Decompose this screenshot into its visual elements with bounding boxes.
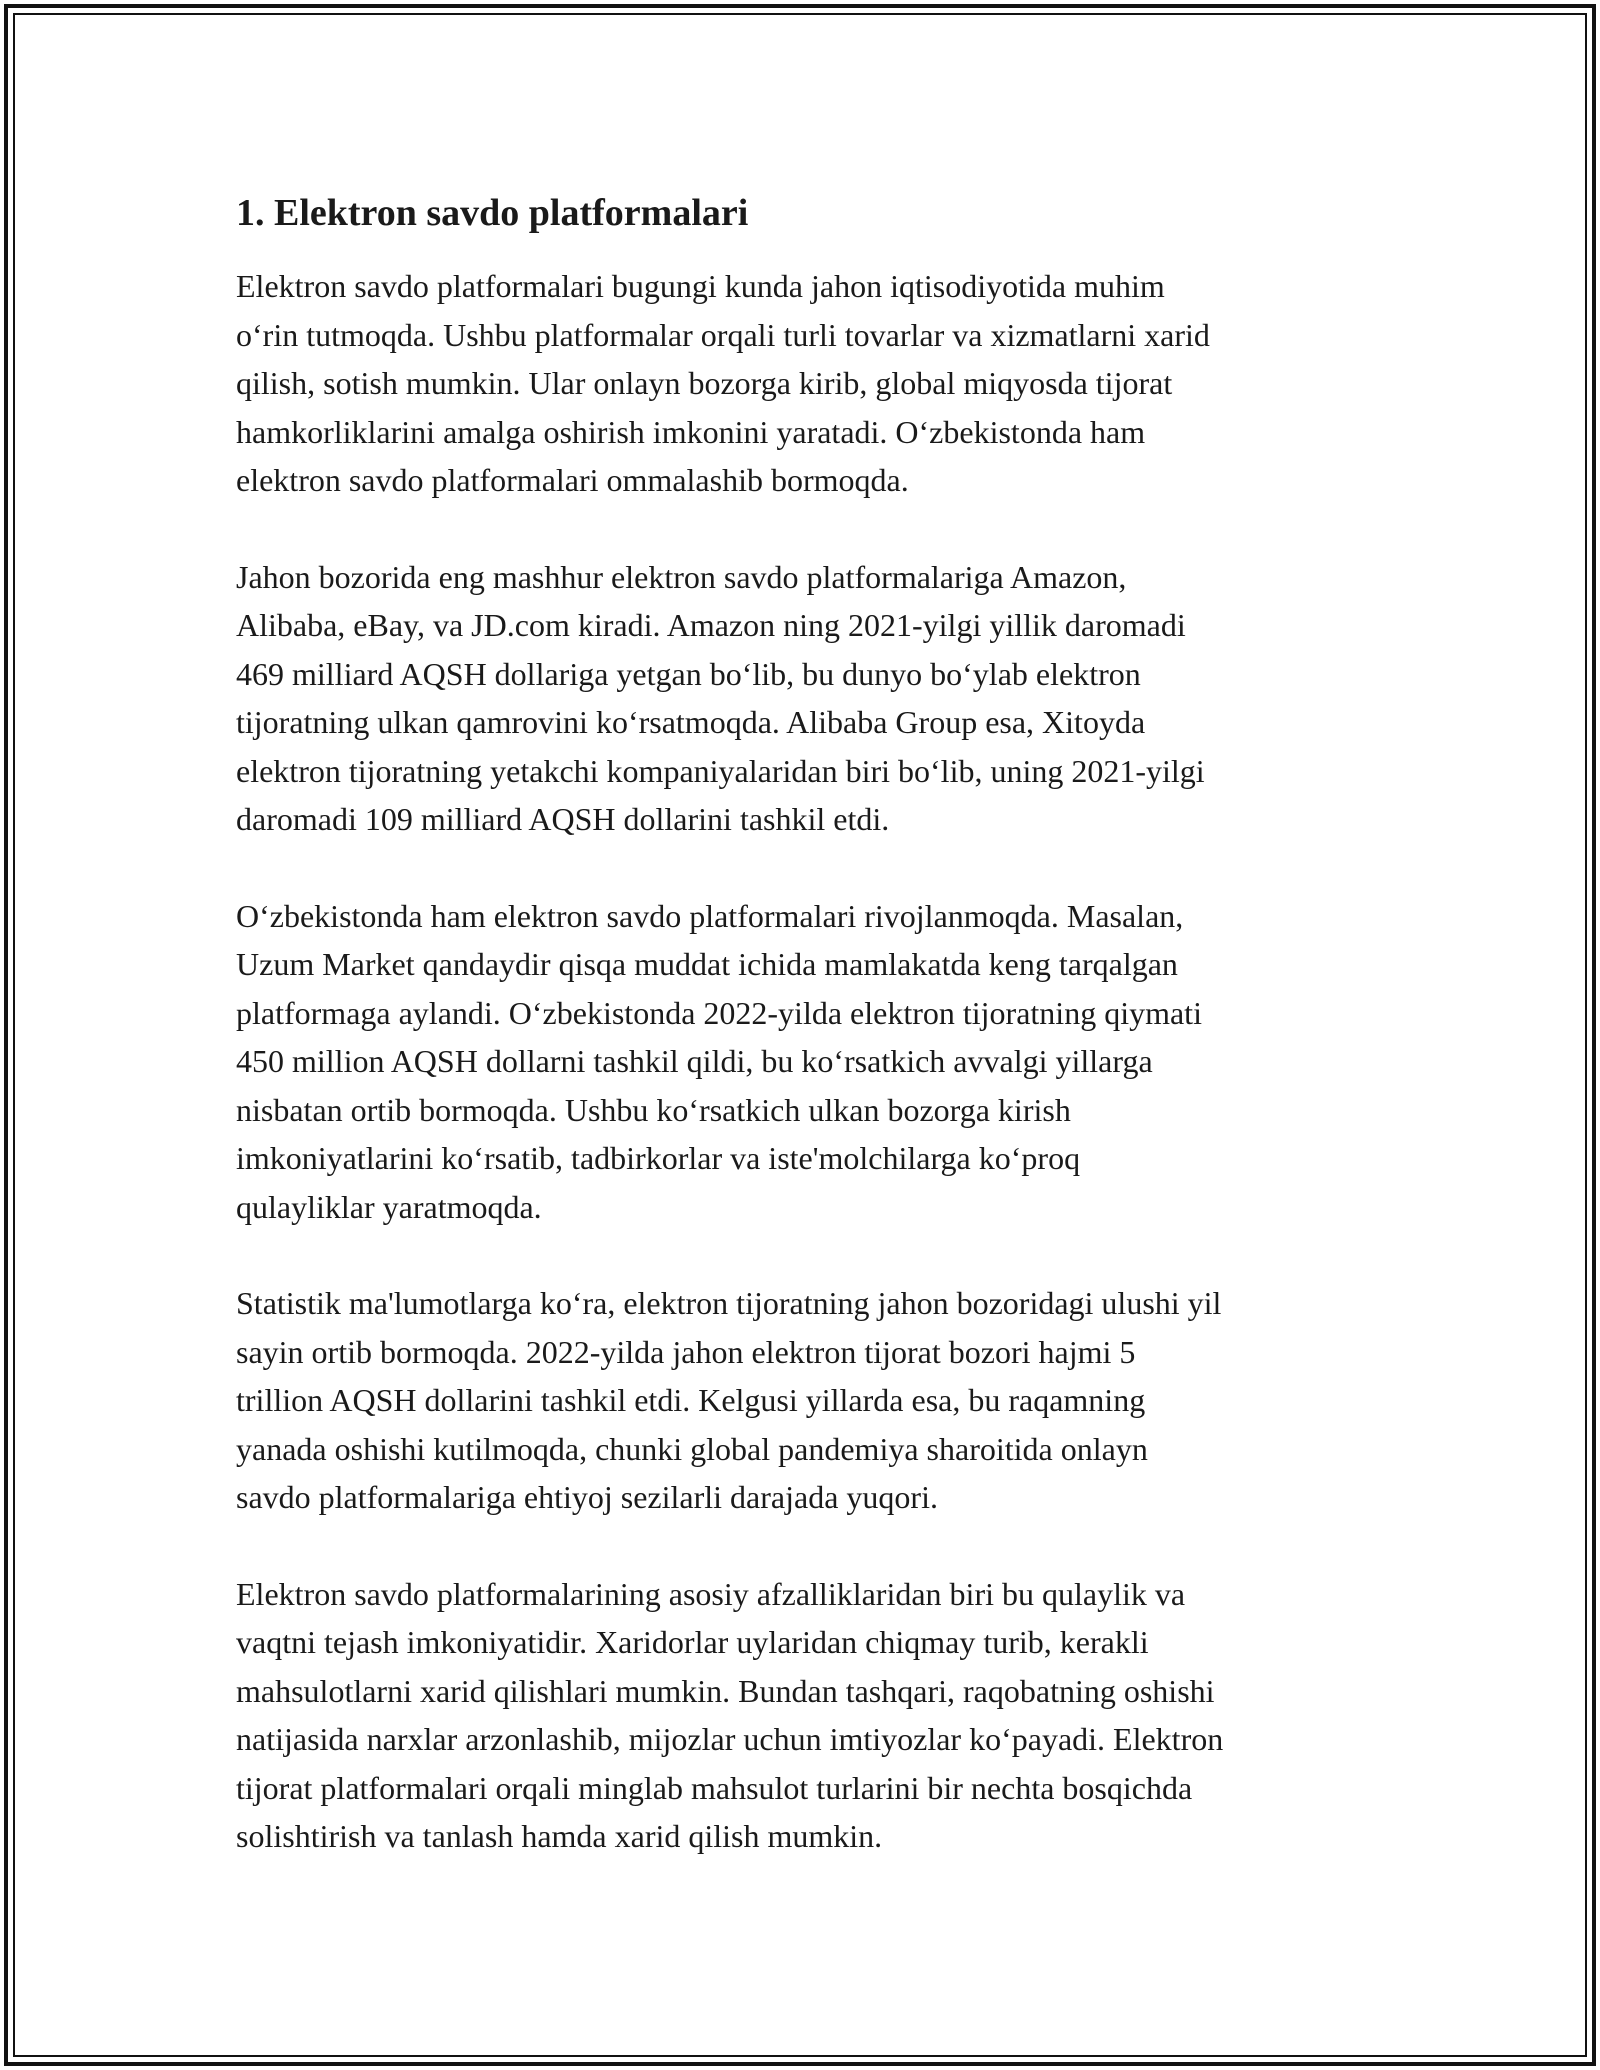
paragraph-1: Elektron savdo platformalari bugungi kunda jahon iqtisodiyotida muhim o‘rin tutmoqda. Ushbu platformalar orqali turli tovarlar va xizmatlarni xarid qilish, sotish mumkin. Ular onlayn bozorga kirib, global miqyosda tijorat hamkorliklarini amalga oshirish imkonini yaratadi. O‘zbekistonda ham elektron savdo platformalari ommalashib bormoqda.	[236, 268, 1210, 498]
document-body	[236, 188, 1396, 1909]
paragraph-2: Jahon bozorida eng mashhur elektron savdo platformalariga Amazon, Alibaba, eBay, va JD.com kiradi. Amazon ning 2021-yilgi yillik daromadi 469 milliard AQSH dollariga yetgan bo‘lib, bu dunyo bo‘ylab elektron tijoratning ulkan qamrovini ko‘rsatmoqda. Alibaba Group esa, Xitoyda elektron tijoratning yetakchi kompaniyalaridan biri bo‘lib, uning 2021-yilgi daromadi 109 milliard AQSH dollarini tashkil etdi.	[236, 558, 1205, 837]
paragraph-3: O‘zbekistonda ham elektron savdo platformalari rivojlanmoqda. Masalan, Uzum Market qandaydir qisqa muddat ichida mamlakatda keng tarqalgan platformaga aylandi. O‘zbekistonda 2022-yilda elektron tijoratning qiymati 450 million AQSH dollarni tashkil qildi, bu ko‘rsatkich avvalgi yillarga nisbatan ortib bormoqda. Ushbu ko‘rsatkich ulkan bozorga kirish imkoniyatlarini ko‘rsatib, tadbirkorlar va iste'molchilarga ko‘proq qulayliklar yaratmoqda.	[236, 897, 1202, 1225]
section-heading: 1. Elektron savdo platformalari	[236, 192, 749, 234]
paragraph-5: Elektron savdo platformalarining asosiy afzalliklaridan biri bu qulaylik va vaqtni tejash imkoniyatidir. Xaridorlar uylaridan chiqmay turib, kerakli mahsulotlarni xarid qilishlari mumkin. Bundan tashqari, raqobatning oshishi natijasida narxlar arzonlashib, mijozlar uchun imtiyozlar ko‘payadi. Elektron tijorat platformalari orqali minglab mahsulot turlarini bir nechta bosqichda solishtirish va tanlash hamda xarid qilish mumkin.	[236, 1575, 1224, 1854]
paragraph-4: Statistik ma'lumotlarga ko‘ra, elektron tijoratning jahon bozoridagi ulushi yil sayin ortib bormoqda. 2022-yilda jahon elektron tijorat bozori hajmi 5 trillion AQSH dollarini tashkil etdi. Kelgusi yillarda esa, bu raqamning yanada oshishi kutilmoqda, chunki global pandemiya sharoitida onlayn savdo platformalariga ehtiyoj sezilarli darajada yuqori.	[236, 1285, 1222, 1515]
